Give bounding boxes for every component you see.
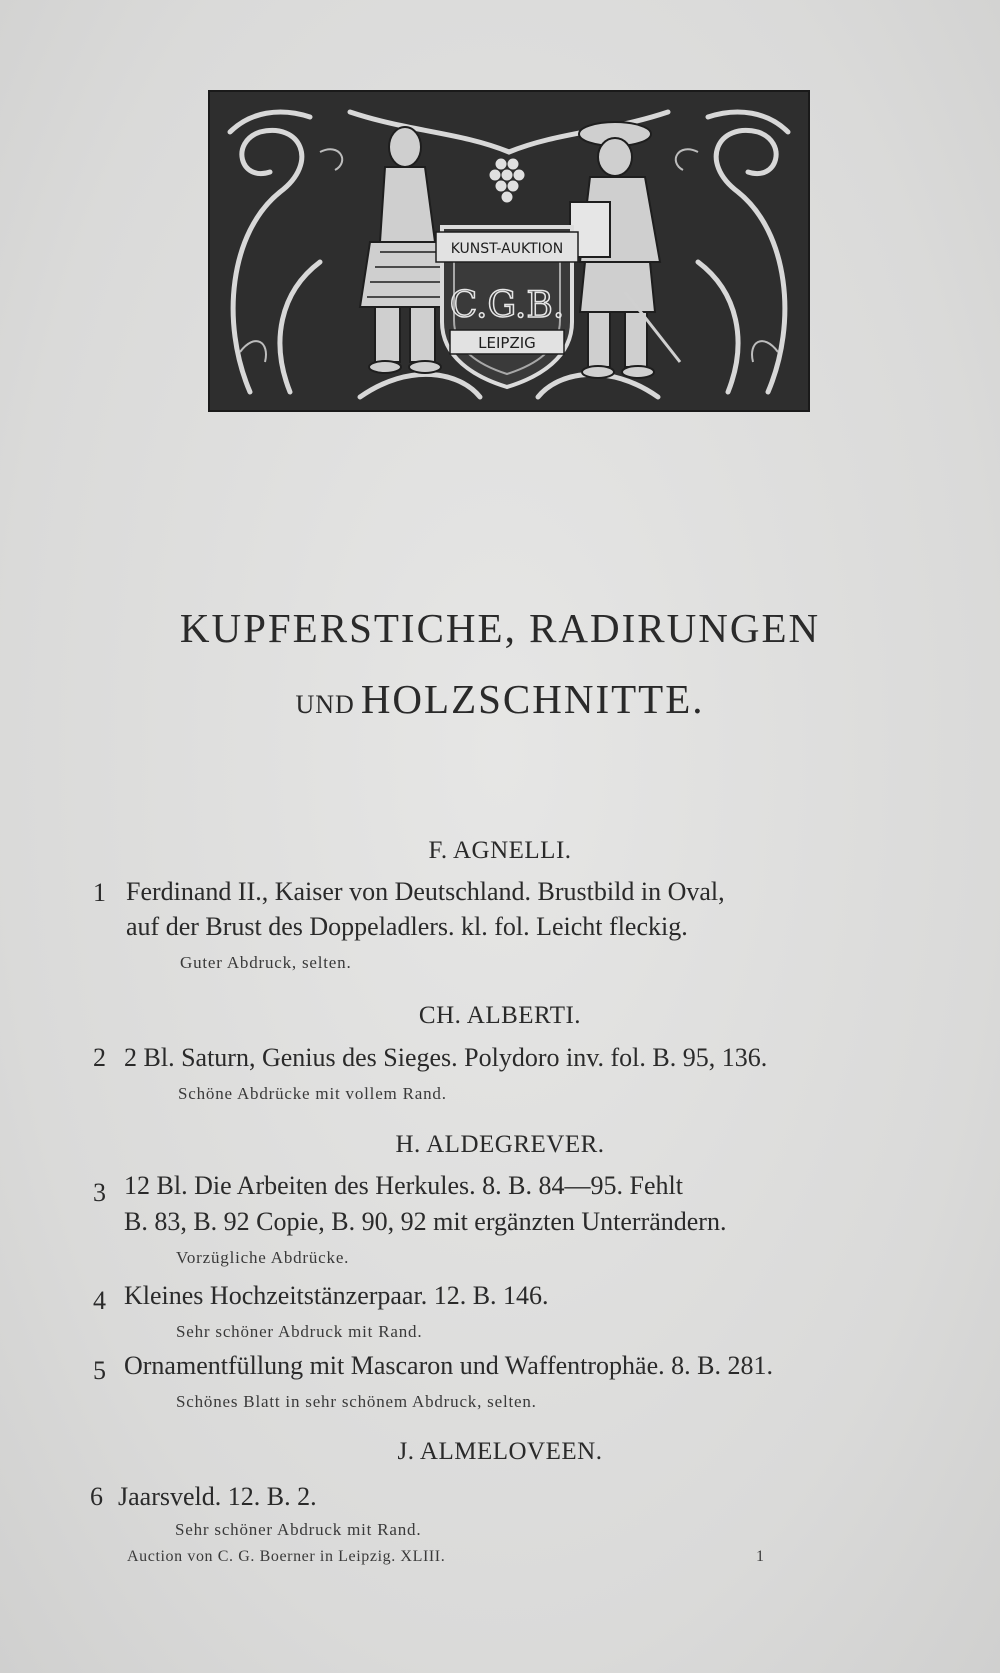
entry-text-line (126, 877, 908, 907)
entry-text-line: 12 Bl. Die Arbeiten des Herkules. 8. B. 84—95. Fehlt (124, 1171, 683, 1200)
entry-number: 2 (93, 1043, 106, 1072)
entry-text-line: 2 Bl. Saturn, Genius des Sieges. Polydoro inv. fol. B. 95, 136. (124, 1043, 768, 1072)
entry-number: 5 (93, 1356, 106, 1385)
entry-note: Vorzügliche Abdrücke. (176, 1248, 350, 1267)
entry-number: 3 (93, 1178, 106, 1207)
entry-text-line: B. 83, B. 92 Copie, B. 90, 92 mit ergänzten Unterrändern. (124, 1207, 727, 1236)
vignette-label-top: KUNST-AUKTION (450, 241, 564, 257)
entry-text-line: auf der Brust des Doppeladlers. kl. fol. Leicht fleckig. (126, 912, 688, 941)
entry-note: Guter Abdruck, selten. (180, 953, 352, 972)
catalog-title-line-2 (0, 675, 1000, 723)
artist-heading: CH. ALBERTI. (418, 1002, 582, 1029)
vignette-illustration (210, 92, 808, 410)
catalog-title-conjunction: UND (295, 690, 355, 719)
entry-text-line: Kleines Hochzeitstänzerpaar. 12. B. 146. (124, 1281, 549, 1310)
entry-number: 4 (93, 1286, 106, 1315)
vignette-monogram: C.G.B. (449, 285, 565, 326)
footer-signature: Auction von C. G. Boerner in Leipzig. XLIII. (127, 1548, 446, 1565)
vignette-label-bottom: LEIPZIG (478, 334, 536, 352)
entry-note: Schönes Blatt in sehr schönem Abdruck, selten. (176, 1392, 537, 1411)
entry-note: Sehr schöner Abdruck mit Rand. (176, 1322, 423, 1341)
artist-heading: H. ALDEGREVER. (395, 1131, 605, 1158)
artist-heading: J. ALMELOVEEN. (397, 1438, 603, 1465)
catalog-title-line-1: KUPFERSTICHE, RADIRUNGEN (179, 605, 821, 651)
entry-text-line: Ornamentfüllung mit Mascaron und Waffentrophäe. 8. B. 281. (124, 1351, 773, 1380)
entry-note: Schöne Abdrücke mit vollem Rand. (178, 1084, 447, 1103)
entry-number: 1 (93, 878, 106, 907)
entry-text: Ferdinand II., Kaiser von Deutschland. Brustbild in Oval, (126, 877, 725, 906)
catalog-title-holzschnitte: HOLZSCHNITTE. (360, 676, 705, 722)
artist-heading: F. AGNELLI. (428, 837, 572, 864)
entry-number: 6 (90, 1482, 103, 1511)
entry-text-line: Jaarsveld. 12. B. 2. (118, 1482, 317, 1511)
entry-note: Sehr schöner Abdruck mit Rand. (175, 1520, 422, 1539)
page-number: 1 (756, 1548, 764, 1565)
auction-vignette (208, 90, 810, 412)
